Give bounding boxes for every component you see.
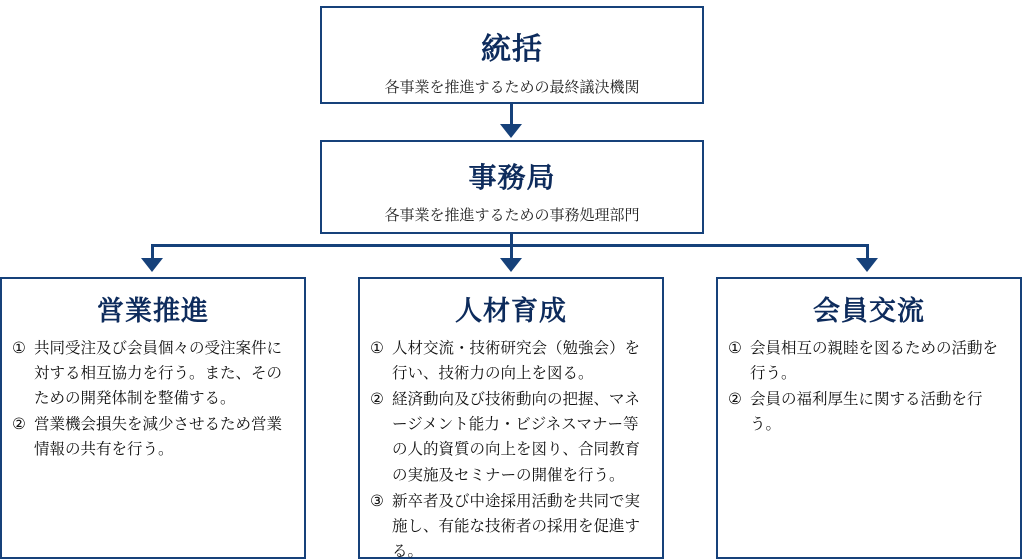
list-text: 新卒者及び中途採用活動を共同で実施し、有能な技術者の採用を促進する。 <box>392 492 641 559</box>
list-marker: ③ <box>370 492 384 510</box>
list-item <box>728 336 1010 386</box>
node-jinzai <box>358 277 664 559</box>
list-text: 営業機会損失を減少させるため営業情報の共有を行う。 <box>34 416 283 459</box>
list-text: 経済動向及び技術動向の把握、マネージメント能力・ビジネスマナー等の人的資質の向上を図り、合同教育の実施及セミナーの開催を行う。 <box>392 391 641 484</box>
connector-kaiin-arrow <box>856 258 878 272</box>
node-eigyo <box>0 277 306 559</box>
list-item <box>728 387 1010 437</box>
list-marker: ② <box>728 391 742 409</box>
node-eigyo-title: 営業推進 <box>97 296 209 326</box>
list-text: 会員相互の親睦を図るための活動を行う。 <box>750 340 999 383</box>
node-jinzai-title: 人材育成 <box>455 296 567 326</box>
node-eigyo-list <box>12 336 294 463</box>
node-jimukyoku-title: 事務局 <box>468 162 556 193</box>
list-marker: ① <box>370 340 384 357</box>
node-toukatsu-title: 統括 <box>481 33 543 66</box>
list-marker: ① <box>12 340 26 357</box>
list-marker: ② <box>12 416 26 434</box>
node-toukatsu <box>320 6 704 104</box>
list-text: 共同受注及び会員個々の受注案件に対する相互協力を行う。また、そのための開発体制を整備する。 <box>34 340 283 408</box>
node-kaiin-title: 会員交流 <box>813 296 925 326</box>
node-jinzai-list <box>370 336 652 559</box>
list-marker: ② <box>370 391 384 409</box>
list-item <box>370 336 652 386</box>
connector-jinzai-arrow <box>500 258 522 272</box>
connector-toukatsu-jimukyoku-line <box>510 104 513 126</box>
list-item <box>12 336 294 411</box>
list-item <box>370 387 652 487</box>
node-kaiin <box>716 277 1022 559</box>
list-item <box>12 412 294 462</box>
connector-toukatsu-jimukyoku-arrow <box>500 124 522 138</box>
list-marker: ① <box>728 340 742 357</box>
node-kaiin-list <box>728 336 1010 437</box>
node-toukatsu-subtitle: 各事業を推進するための最終議決機関 <box>384 79 640 96</box>
list-text: 会員の福利厚生に関する活動を行う。 <box>750 391 983 434</box>
list-item <box>370 489 652 559</box>
connector-eigyo-arrow <box>141 258 163 272</box>
node-jimukyoku-subtitle: 各事業を推進するための事務処理部門 <box>384 207 640 224</box>
node-jimukyoku <box>320 140 704 234</box>
list-text: 人材交流・技術研究会（勉強会）を行い、技術力の向上を図る。 <box>392 340 641 383</box>
